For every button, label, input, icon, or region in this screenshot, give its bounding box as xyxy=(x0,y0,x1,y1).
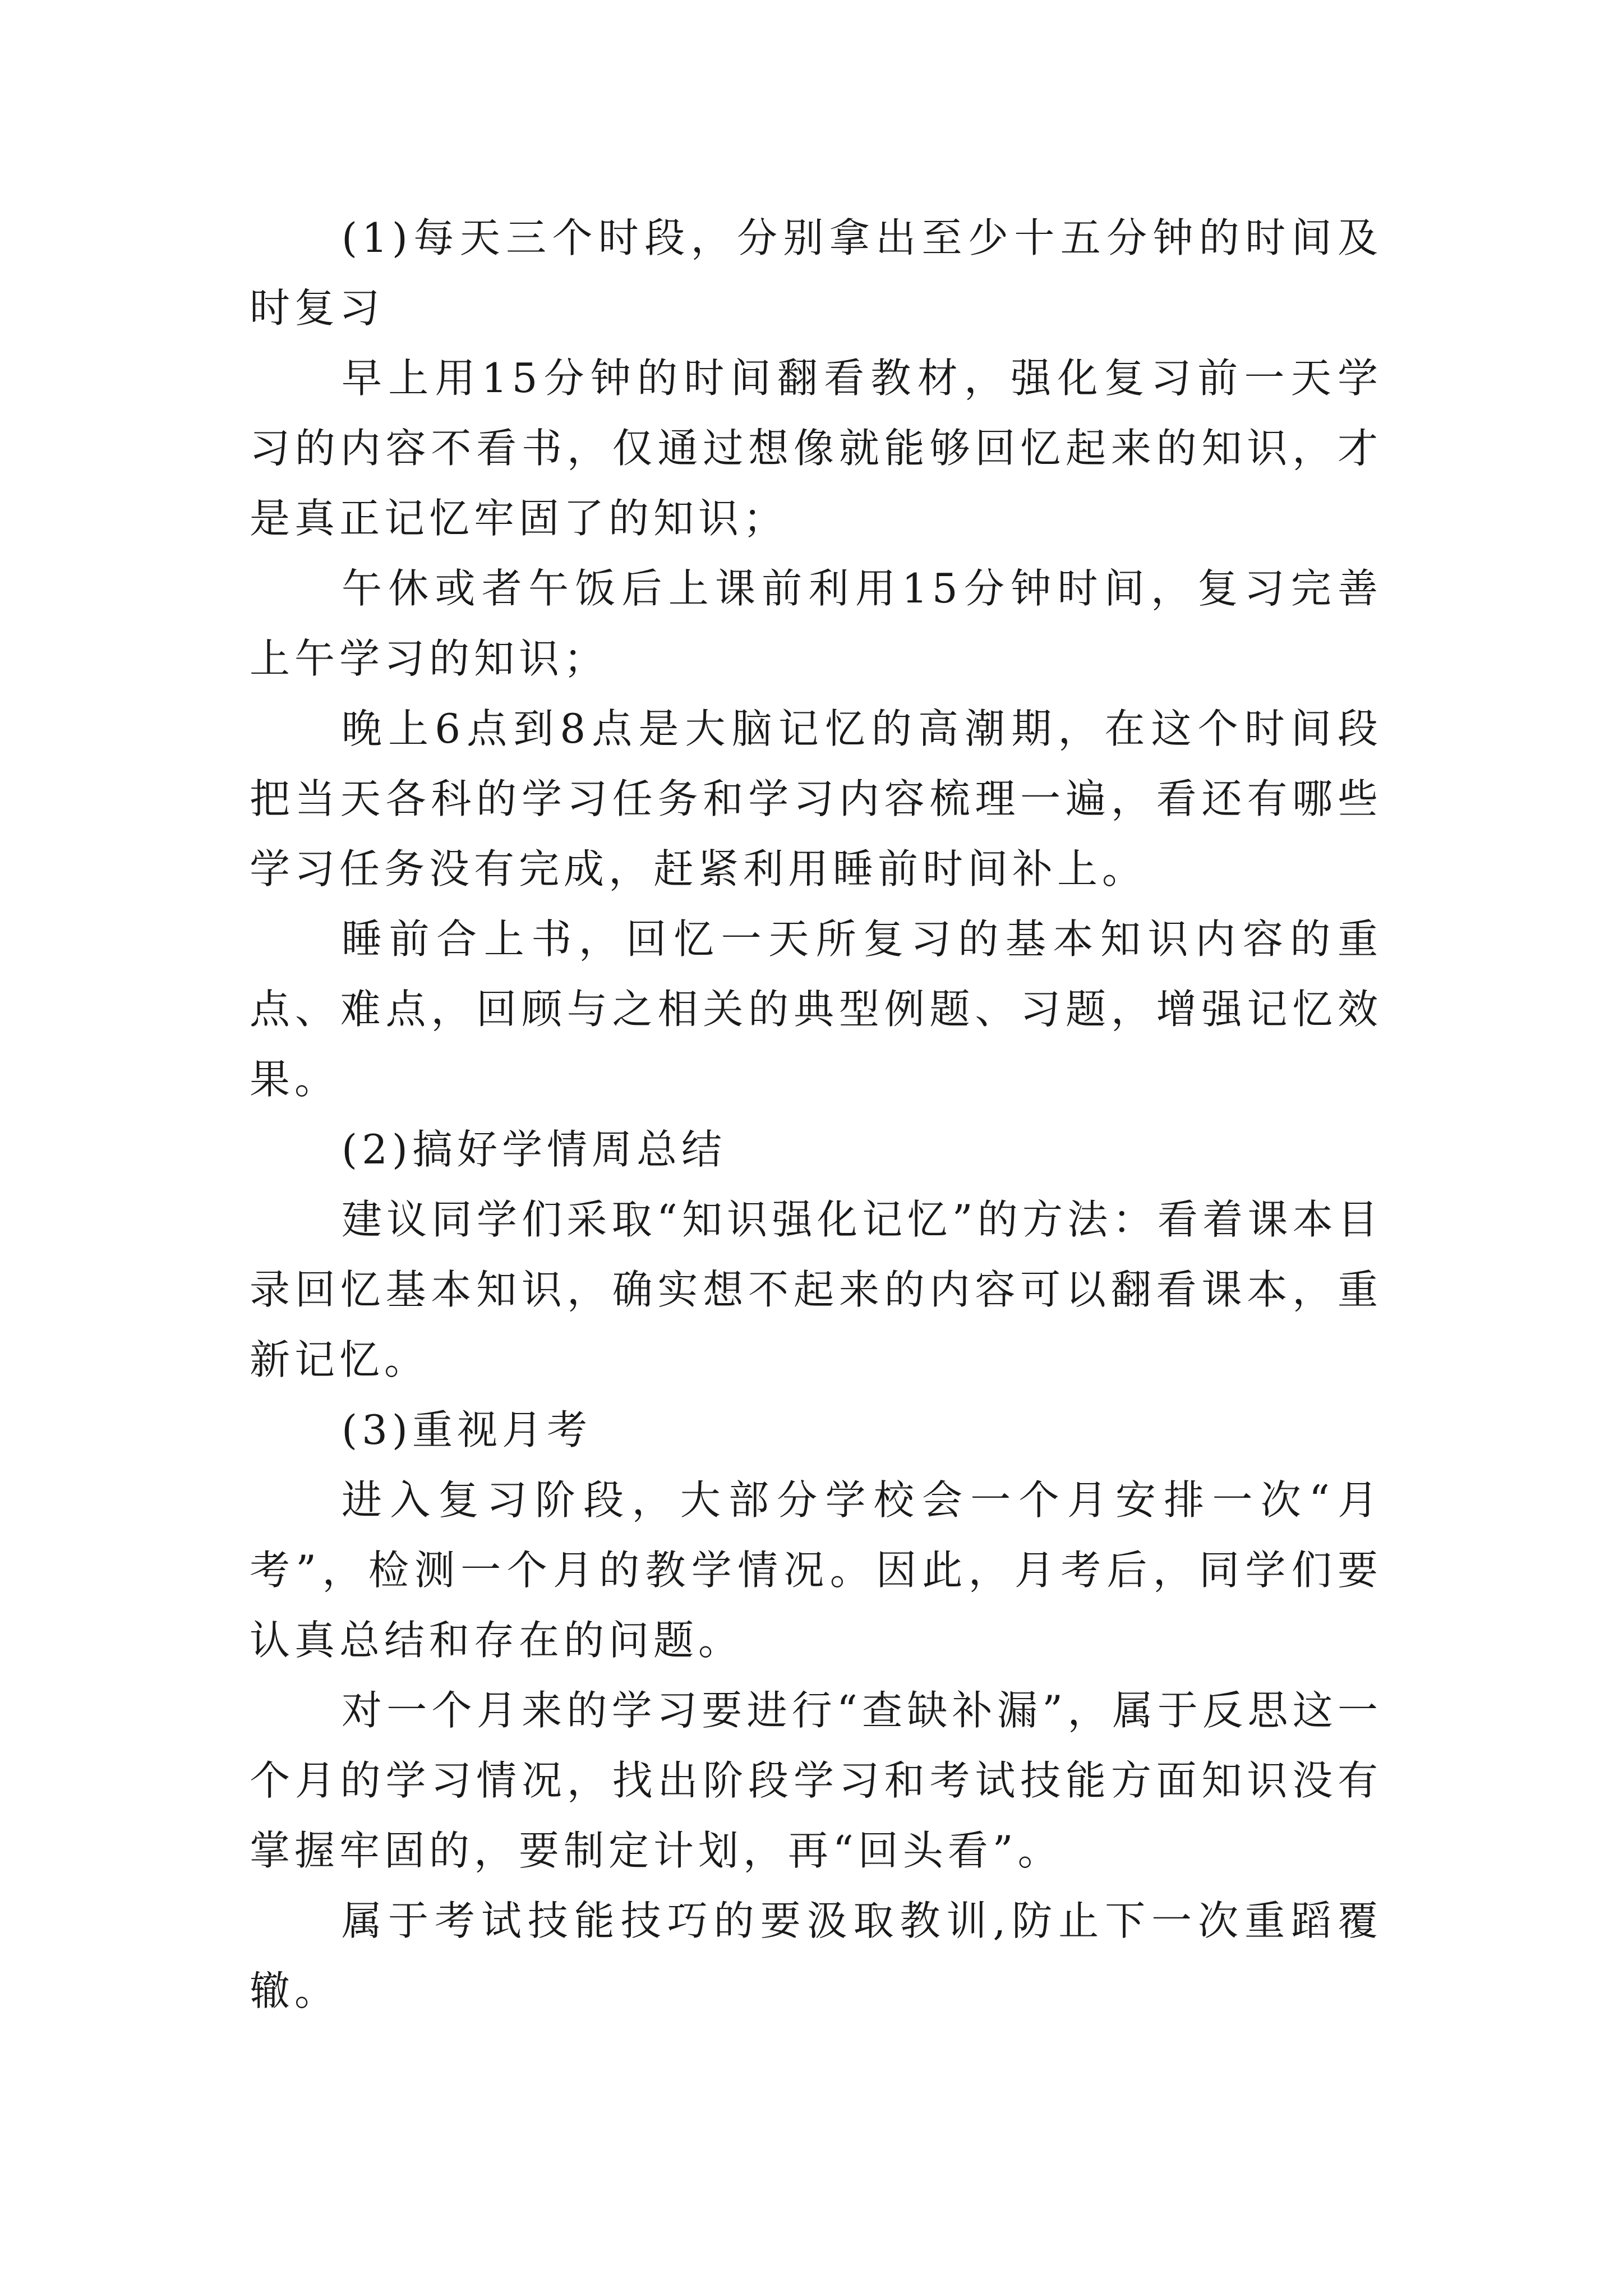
paragraph-bedtime-review: 睡前合上书，回忆一天所复习的基本知识内容的重点、难点，回顾与之相关的典型例题、习题，增强记忆效果。 xyxy=(250,915,1382,1103)
document-body xyxy=(250,203,1382,2026)
paragraph-evening-review: 晚上6点到8点是大脑记忆的高潮期，在这个时间段把当天各科的学习任务和学习内容梳理一遍，看还有哪些学习任务没有完成，赶紧利用睡前时间补上。 xyxy=(250,705,1382,892)
paragraph-weekly-summary: 建议同学们采取“知识强化记忆”的方法：看着课本目录回忆基本知识，确实想不起来的内容可以翻看课本，重新记忆。 xyxy=(250,1196,1382,1383)
paragraph-morning-review: 早上用15分钟的时间翻看教材，强化复习前一天学习的内容不看书，仅通过想像就能够回忆起来的知识，才是真正记忆牢固了的知识； xyxy=(250,355,1382,542)
paragraph-exam-skills: 属于考试技能技巧的要汲取教训,防止下一次重蹈覆辙。 xyxy=(250,1897,1382,2014)
paragraph-heading-1: (1)每天三个时段，分别拿出至少十五分钟的时间及时复习 xyxy=(250,214,1382,332)
paragraph-check-gaps: 对一个月来的学习要进行“查缺补漏”，属于反思这一个月的学习情况，找出阶段学习和考试技能方面知识没有掌握牢固的，要制定计划，再“回头看”。 xyxy=(250,1687,1382,1874)
paragraph-noon-review: 午休或者午饭后上课前利用15分钟时间，复习完善上午学习的知识； xyxy=(250,565,1382,682)
paragraph-monthly-exam: 进入复习阶段，大部分学校会一个月安排一次“月考”，检测一个月的教学情况。因此，月考后，同学们要认真总结和存在的问题。 xyxy=(250,1476,1382,1664)
paragraph-heading-3: (3)重视月考 xyxy=(342,1406,592,1453)
paragraph-heading-2: (2)搞好学情周总结 xyxy=(342,1126,726,1173)
